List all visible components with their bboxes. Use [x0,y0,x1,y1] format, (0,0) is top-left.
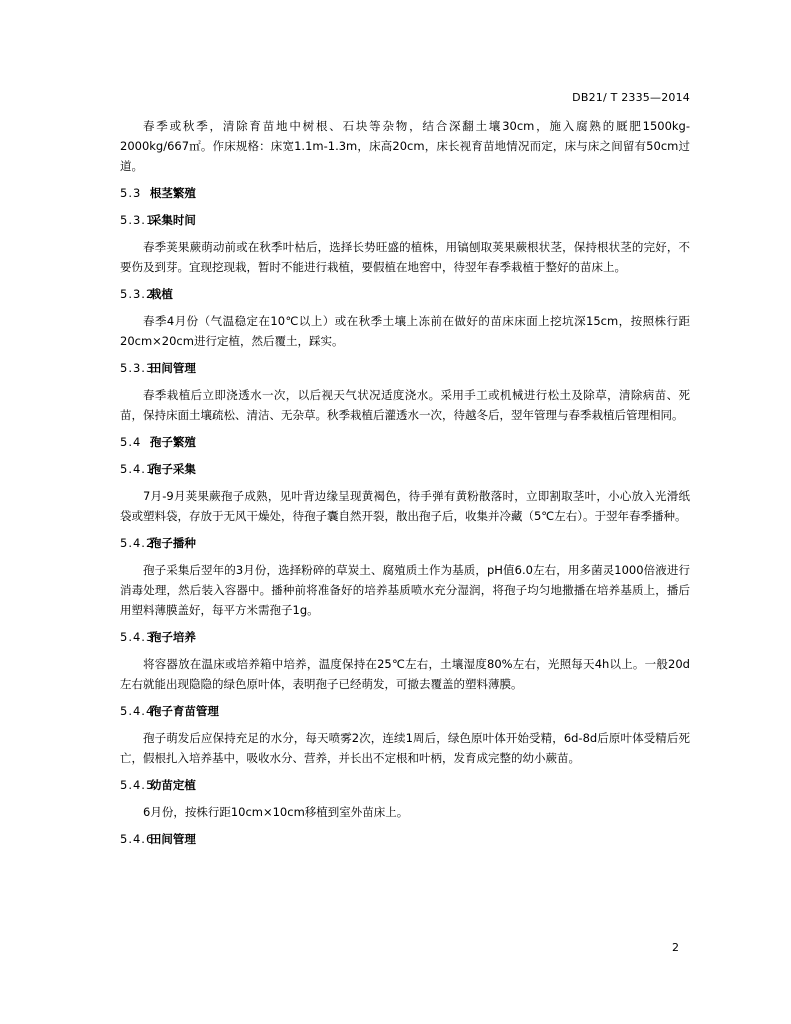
subsection-number: 5.3.2 [120,287,155,301]
subsection-heading-5-4-1 [120,459,690,479]
subsection-number: 5.4.2 [120,536,155,550]
document-body [120,116,690,856]
section-title: 孢子繁殖 [149,435,196,449]
subsection-title: 田间管理 [149,832,196,846]
section-title: 根茎繁殖 [149,186,196,200]
subsection-heading-5-4-5 [120,775,690,795]
subsection-heading-5-4-6 [120,829,690,849]
subsection-heading-5-4-3 [120,627,690,647]
paragraph: 春季荚果蕨萌动前或在秋季叶枯后，选择长势旺盛的植株，用镐刨取荚果蕨根状茎，保持根状茎的完好，不要伤及到芽。宜现挖现栽，暂时不能进行栽植，要假植在地窖中，待翌年春季栽植于整好的苗床上。 [120,240,690,274]
section-heading-5-4 [120,432,690,452]
subsection-title: 田间管理 [149,361,196,375]
subsection-heading-5-4-4 [120,701,690,721]
subsection-number: 5.3.3 [120,361,155,375]
paragraph: 孢子采集后翌年的3月份，选择粉碎的草炭土、腐殖质土作为基质，pH值6.0左右，用多菌灵1000倍液进行消毒处理，然后装入容器中。播种前将准备好的培养基质喷水充分湿润，将孢子均匀地撒播在培养基质上，播后用塑料薄膜盖好，每平方米需孢子1g。 [120,563,690,617]
subsection-title: 孢子育苗管理 [149,704,219,718]
subsection-title: 孢子培养 [149,630,196,644]
section-heading-5-3 [120,183,690,203]
subsection-title: 采集时间 [149,213,196,227]
paragraph: 春季栽植后立即浇透水一次，以后视天气状况适度浇水。采用手工或机械进行松土及除草，清除病苗、死苗，保持床面土壤疏松、清洁、无杂草。秋季栽植后灌透水一次，待越冬后，翌年管理与春季栽植后管理相同。 [120,388,690,422]
subsection-heading-5-4-2 [120,533,690,553]
subsection-number: 5.3.1 [120,213,155,227]
standard-code: DB21/ T 2335—2014 [572,91,690,104]
subsection-number: 5.4.6 [120,832,155,846]
section-number: 5.4 [120,435,142,449]
subsection-title: 孢子播种 [149,536,196,550]
subsection-number: 5.4.1 [120,462,155,476]
paragraph: 孢子萌发后应保持充足的水分，每天喷雾2次，连续1周后，绿色原叶体开始受精，6d-8d后原叶体受精后死亡，假根扎入培养基中，吸收水分、营养，并长出不定根和叶柄，发育成完整的幼小蕨苗。 [120,731,690,765]
subsection-heading-5-3-2 [120,284,690,304]
paragraph: 6月份，按株行距10cm×10cm移植到室外苗床上。 [143,805,409,819]
paragraph: 春季4月份（气温稳定在10℃以上）或在秋季土壤上冻前在做好的苗床床面上挖坑深15cm，按照株行距20cm×20cm进行定植，然后覆土，踩实。 [120,314,690,348]
section-number: 5.3 [120,186,142,200]
subsection-title: 幼苗定植 [149,778,196,792]
subsection-title: 孢子采集 [149,462,196,476]
page-number: 2 [672,941,679,954]
subsection-number: 5.4.4 [120,704,155,718]
subsection-number: 5.4.5 [120,778,155,792]
paragraph: 春季或秋季，清除育苗地中树根、石块等杂物，结合深翻土壤30cm，施入腐熟的厩肥1500kg-2000kg/667㎡。作床规格：床宽1.1m-1.3m，床高20cm，床长视育苗地情况而定，床与床之间留有50cm过道。 [120,119,690,173]
subsection-heading-5-3-1 [120,210,690,230]
subsection-number: 5.4.3 [120,630,155,644]
paragraph: 将容器放在温床或培养箱中培养，温度保持在25℃左右，土壤湿度80%左右，光照每天4h以上。一般20d左右就能出现隐隐的绿色原叶体，表明孢子已经萌发，可撤去覆盖的塑料薄膜。 [120,657,690,691]
subsection-title: 栽植 [149,287,173,301]
subsection-heading-5-3-3 [120,358,690,378]
paragraph: 7月-9月荚果蕨孢子成熟，见叶背边缘呈现黄褐色，待手弹有黄粉散落时，立即割取茎叶，小心放入光滑纸袋或塑料袋，存放于无风干燥处，待孢子囊自然开裂，散出孢子后，收集并冷藏（5℃左右）。于翌年春季播种。 [120,489,690,523]
